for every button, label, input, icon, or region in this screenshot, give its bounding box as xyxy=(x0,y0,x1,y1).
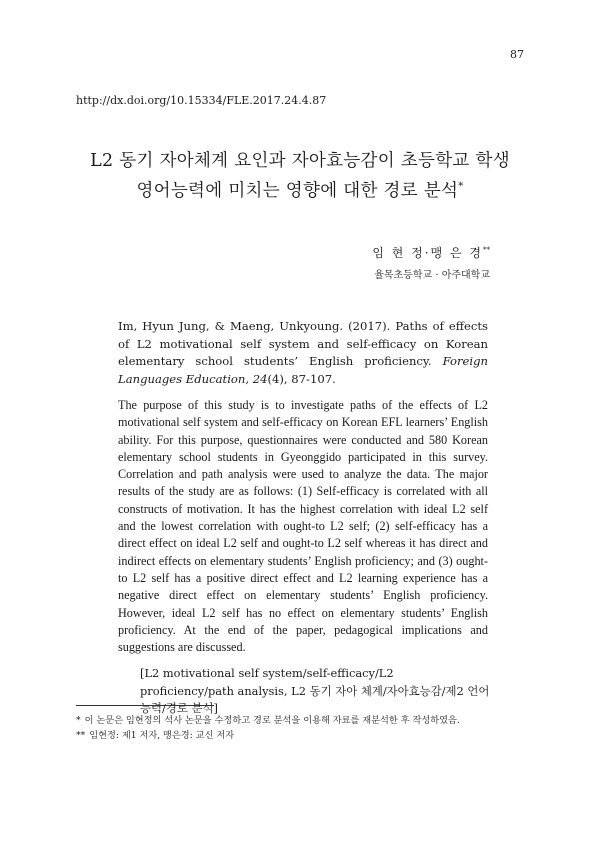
paper-title xyxy=(60,146,540,206)
footnote-divider xyxy=(76,705,214,706)
footnote-mark: * xyxy=(76,715,81,726)
title-line-2-text: 영어능력에 미치는 영향에 대한 경로 분석 xyxy=(136,181,459,201)
author-second-mark: ** xyxy=(483,246,490,254)
abstract: The purpose of this study is to investigate paths of the effects of L2 motivational self system and self-efficacy on Korean EFL learners’ English ability. For this purpose, questionnaires were conducted and 580 Korean elementary school students in Gyeonggido participated in this survey. Correlation and path analysis were used to analyze the data. The major results of the study are as follows: (1) Self-efficacy is correlated with all constructs of motivation. It has the highest correlation with ideal L2 self and the lowest correlation with ought-to L2 self; (2) self-efficacy has a direct effect on ideal L2 self and ought-to L2 self whereas it has direct and indirect effects on elementary students’ English proficiency; and (3) ought-to L2 self has a positive direct effect and L2 learning experience has a negative direct effect on elementary students’ English proficiency. However, ideal L2 self has no effect on elementary students’ English proficiency. At the end of the paper, pedagogical implications and suggestions are discussed. xyxy=(118,398,488,655)
footnote-text: 임현정: 제1 저자, 맹은경: 교신 저자 xyxy=(89,730,235,741)
keywords: [L2 motivational self system/self-efficacy/L2 proficiency/path analysis, L2 동기 자아 체계/자아효능감/제2 언어능력/경로 분석] xyxy=(140,666,490,715)
author-second: 맹 은 경 xyxy=(430,246,483,260)
title-footnote-mark: * xyxy=(458,181,464,193)
footnote-item xyxy=(76,713,524,728)
footnotes xyxy=(76,713,524,743)
title-line-1: L2 동기 자아체계 요인과 자아효능감이 초등학교 학생 xyxy=(90,151,510,171)
page-number: 87 xyxy=(510,48,524,61)
footnote-mark: ** xyxy=(76,730,86,741)
citation-journal: Foreign Languages Education, 24 xyxy=(118,354,488,386)
citation-issue-pages: (4), 87-107. xyxy=(267,371,336,386)
author-separator: · xyxy=(424,246,431,260)
author-first: 임 현 정 xyxy=(372,246,425,260)
doi-link[interactable]: http://dx.doi.org/10.15334/FLE.2017.24.4.87 xyxy=(76,94,327,107)
citation-authors-title: Im, Hyun Jung, & Maeng, Unkyoung. (2017). Paths of effects of L2 motivational self system and self-efficacy on Korean elementary school students’ English proficiency. xyxy=(118,319,488,368)
title-line-2 xyxy=(60,176,540,206)
citation xyxy=(118,318,488,388)
affiliation: 율목초등학교 · 아주대학교 xyxy=(374,270,490,281)
footnote-item xyxy=(76,728,524,743)
author-list xyxy=(372,244,490,261)
footnote-text: 이 논문은 임현정의 석사 논문을 수정하고 경로 분석을 이용해 자료를 재분석한 후 작성하였음. xyxy=(84,715,460,726)
